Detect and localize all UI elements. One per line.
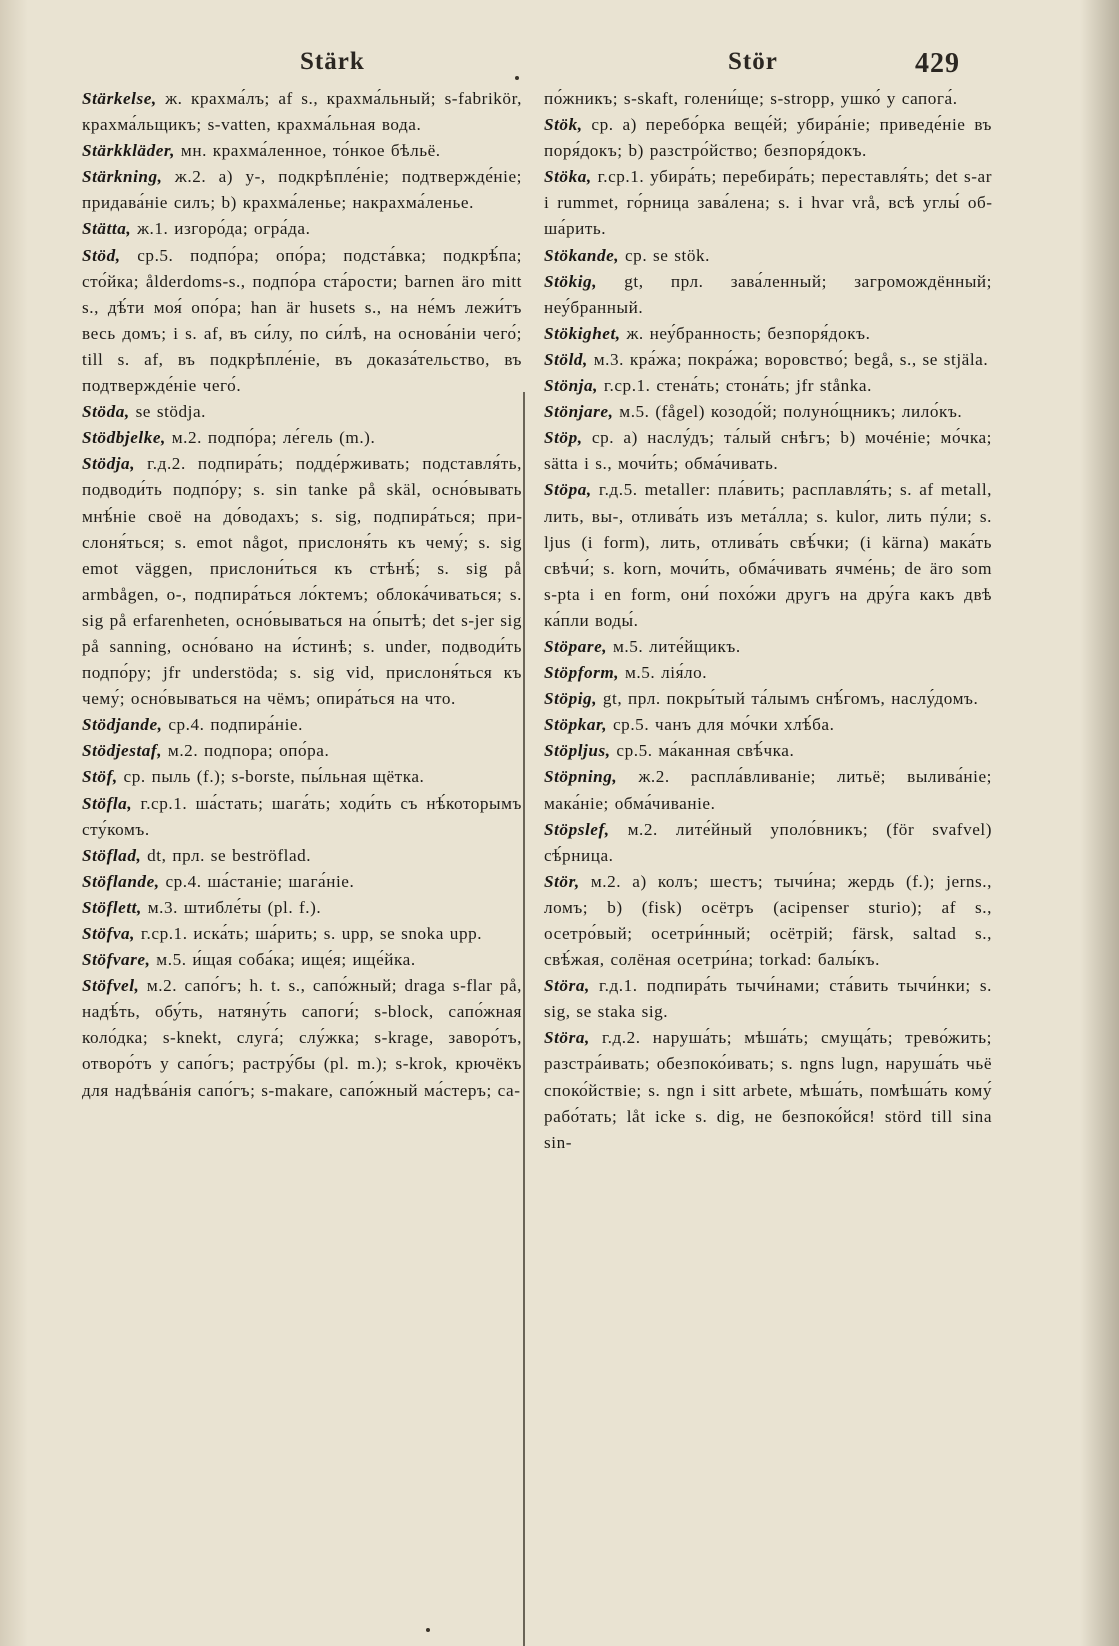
- entry-headword: Stöfla,: [82, 793, 133, 813]
- entry-definition: ж. неу́бранность; безпоря́докъ.: [620, 323, 871, 343]
- entry-headword: Stärkelse,: [82, 89, 157, 108]
- entry-definition: ср.5. ма́канная свѣ́чка.: [610, 741, 795, 761]
- entry-headword: Stöpform,: [544, 663, 620, 683]
- entry-definition: г.д.2. наруша́ть; мѣша́ть; смуща́ть; трево́жить; разстра́ивать; обезпоко́ивать; s. ngns lugn, наруша́ть чьё споко́йствіе; s. ngn i sitt arbete, мѣша́ть, помѣша́ть кому́ рабо́тать; låt icke s. dig, не безпоко́йся! störd till sina sin-: [544, 1028, 992, 1152]
- entry-headword: Stöpare,: [544, 636, 608, 656]
- entry-definition: м.5. лите́йщикъ.: [607, 636, 741, 656]
- entry-definition: м.5. (fågel) козодо́й; полуно́щникъ; лило́къ.: [613, 402, 963, 422]
- entry-headword: Stödbjelke,: [82, 428, 166, 448]
- dictionary-entry: [82, 791, 522, 843]
- entry-definition: м.2. подпора; опо́ра.: [162, 741, 330, 761]
- left-column: [82, 86, 522, 1104]
- entry-headword: Stör,: [544, 871, 580, 891]
- dictionary-entry: [544, 817, 992, 869]
- print-speck: [515, 76, 519, 80]
- entry-definition: se stödja.: [129, 402, 207, 422]
- dictionary-entry: [544, 243, 992, 269]
- dictionary-entry: [82, 869, 522, 895]
- entry-definition: ж.2. распла́вливаніе; литьё; вылива́ніе; мака́ніе; обма́чиваніе.: [544, 767, 992, 813]
- entry-definition: dt, прл. se beströflad.: [141, 845, 312, 865]
- entry-definition: м.5. лія́ло.: [619, 663, 708, 683]
- dictionary-entry: [544, 712, 992, 738]
- entry-definition: г.д.1. подпира́ть тычи́нами; ста́вить тычи́нки; s. sig, se staka sig.: [544, 976, 992, 1022]
- entry-headword: Stödjestaf,: [82, 741, 163, 761]
- entry-headword: Stöpa,: [544, 480, 592, 500]
- entry-headword: Stökande,: [544, 245, 620, 265]
- dictionary-entry: [544, 425, 992, 477]
- entry-definition: ср. а) наслу́дъ; та́лый снѣгъ; b) мочéніе; мо́чка; sätta i s., мочи́ть; обма́чивать.: [544, 428, 992, 474]
- entry-definition: м.2. а) колъ; шестъ; тычи́на; жердь (f.); jerns., ломъ; b) (fisk) осётръ (аcipenser sturio); af s., осетро́вый; осетри́нный; осётрій; färsk, saltad s., свѣ́жая, солёная осетри́на; torkad: балы́къ.: [544, 871, 992, 970]
- entry-definition: м.2. сапо́гъ; h. t. s., сапо́жный; draga s-flar på, надѣ́ть, обу́ть, натяну́ть сапоги́; s-block, сапо́жная коло́дка; s-knekt, слуга́; слу́жка; s-krage, заворо́тъ, отворо́тъ у сапо́гъ; растру́бы (pl. m.); s-krok, крючёкъ для надѣва́нія сапо́гъ; s-makare, сапо́жный ма́стеръ; са-: [82, 976, 522, 1100]
- dictionary-entry: [544, 164, 992, 242]
- dictionary-entry: [82, 921, 522, 947]
- entry-definition: г.ср.1. стена́ть; стона́ть; jfr stånka.: [598, 376, 872, 396]
- dictionary-entry: [544, 347, 992, 373]
- dictionary-entry: [544, 738, 992, 764]
- entry-headword: Stöpljus,: [544, 741, 611, 761]
- entry-definition: ср.5. чанъ для мо́чки хлѣ́ба.: [607, 715, 835, 735]
- dictionary-entry: [544, 373, 992, 399]
- entry-headword: Stöfva,: [82, 924, 136, 943]
- print-speck: [426, 1628, 430, 1632]
- entry-definition: ж. крахма́лъ; af s., крахма́льный; s-fabrikör, крахма́льщикъ; s-vatten, крахма́льная вода.: [82, 89, 522, 135]
- entry-headword: Stöld,: [544, 349, 588, 369]
- entry-definition: г.д.2. подпира́ть; подде́рживать; подставля́ть, подводи́ть подпо́ру; s. sin tanke på skäl, осно́вывать мнѣ́ніе своё на до́водахъ; s. sig, подпира́ться; прислоня́ться; s. emot något, прислоня́ть къ чему́; s. sig emot väggen, прислони́ться къ стѣнѣ́; s. sig på armbågen, о-, подпира́ться ло́ктемъ; облока́чиваться; s. sig på erfarenheten, осно́вываться на о́пытѣ; det s-jer sig på sanning, осно́вано на и́стинѣ; s. under, подводи́ть подпо́ру; jfr understöda; s. sig vid, прислоня́ться къ чему́; осно́вываться на чёмъ; опира́ться на что.: [82, 454, 522, 709]
- entry-headword: Stöf,: [82, 767, 118, 787]
- entry-headword: Stönjare,: [544, 402, 614, 422]
- entry-headword: Stöda,: [82, 402, 130, 422]
- dictionary-entry: [82, 243, 522, 400]
- dictionary-entry: [544, 686, 992, 712]
- dictionary-entry: [544, 399, 992, 425]
- dictionary-entry: [544, 477, 992, 634]
- entry-definition: ж.1. изгоро́да; огра́да.: [131, 219, 311, 239]
- entry-definition: по́жникъ; s-skaft, голени́ще; s-stropp, ушко́ у сапога́.: [544, 89, 958, 108]
- entry-definition: м.2. подпо́ра; ле́гель (m.).: [165, 428, 376, 448]
- dictionary-entry: [544, 321, 992, 347]
- entry-headword: Stöpslef,: [544, 819, 610, 839]
- entry-headword: Stöka,: [544, 167, 592, 187]
- dictionary-entry: [82, 164, 522, 216]
- entry-definition: г.ср.1. иска́ть; ша́рить; s. upp, se snoka upp.: [135, 924, 483, 943]
- dictionary-entry: [82, 216, 522, 242]
- dictionary-entry: [82, 738, 522, 764]
- entry-headword: Stärkkläder,: [82, 141, 176, 161]
- entry-definition: ср. а) перебо́рка веще́й; убира́ніе; приведе́ніе въ поря́докъ; b) разстро́йство; безпоря́докъ.: [544, 115, 992, 161]
- entry-definition: ср.4. подпира́ніе.: [162, 715, 303, 735]
- entry-headword: Stöd,: [82, 245, 121, 265]
- dictionary-entry: [544, 973, 992, 1025]
- entry-headword: Stödja,: [82, 454, 136, 474]
- entry-definition: ср.5. подпо́ра; опо́ра; подста́вка; подкрѣ́па; сто́йка; ålderdoms-s., подпо́ра ста́рости; barnen äro mitt s., дѣ́ти моя́ опо́ра; han är husets s., на не́мъ лежи́тъ весь домъ; i s. af, въ си́лу, по си́лѣ, на основа́ніи чего́; till s. af, въ подкрѣпле́ніе, въ доказа́тельство, въ подтвержде́ніе чего́.: [82, 245, 522, 396]
- entry-headword: Stöflad,: [82, 845, 142, 865]
- dictionary-entry: [544, 660, 992, 686]
- dictionary-entry: [544, 869, 992, 973]
- dictionary-entry: [544, 764, 992, 816]
- dictionary-entry: [82, 425, 522, 451]
- entry-headword: Stöfvel,: [82, 976, 140, 996]
- entry-headword: Stärkning,: [82, 167, 163, 187]
- dictionary-entry: [544, 634, 992, 660]
- dictionary-entry: [82, 399, 522, 425]
- entry-headword: Stöpig,: [544, 689, 598, 709]
- dictionary-entry: [82, 712, 522, 738]
- entry-definition: м.3. штибле́ты (pl. f.).: [141, 897, 322, 917]
- entry-headword: Stökighet,: [544, 323, 621, 343]
- entry-headword: Stök,: [544, 115, 583, 135]
- dictionary-entry: [82, 947, 522, 973]
- entry-definition: м.3. кра́жа; покра́жа; воровство́; begå, s., se stjäla.: [587, 349, 989, 369]
- entry-definition: г.ср.1. убира́ть; перебира́ть; переставля́ть; det s-ar i rummet, го́рница зава́лена; s. i hvar vrå, всѣ углы́ обша́рить.: [544, 167, 992, 239]
- entry-definition: г.ср.1. ша́стать; шага́ть; ходи́ть съ нѣ́которымъ сту́комъ.: [82, 793, 522, 839]
- right-column: [544, 86, 992, 1156]
- entry-definition: м.5. и́щая соба́ка; ище́я; ище́йка.: [150, 950, 416, 970]
- entry-headword: Stöfvare,: [82, 950, 151, 970]
- entry-headword: Stönja,: [544, 376, 599, 396]
- dictionary-entry: [82, 764, 522, 790]
- dictionary-entry: [82, 451, 522, 712]
- entry-headword: Stöp,: [544, 428, 583, 448]
- entry-headword: Störa,: [544, 976, 590, 996]
- running-head-left: Stärk: [300, 48, 365, 75]
- dictionary-entry: [82, 973, 522, 1103]
- entry-headword: Stöflande,: [82, 871, 160, 891]
- entry-definition: ср. se stök.: [619, 245, 710, 265]
- dictionary-entry: [82, 843, 522, 869]
- column-divider: [523, 392, 525, 1646]
- entry-definition: ж.2. а) у-, подкрѣпле́ніе; подтвержде́ніе; придава́ніе силъ; b) крахма́ленье; накрахма́ленье.: [82, 167, 522, 213]
- entry-definition: gt, прл. зава́ленный; загромождённый; неу́бранный.: [544, 271, 992, 317]
- page-number: 429: [915, 48, 960, 79]
- entry-headword: Stökig,: [544, 271, 598, 291]
- dictionary-entry: [82, 138, 522, 164]
- entry-headword: Stätta,: [82, 219, 132, 239]
- dictionary-entry: [544, 269, 992, 321]
- dictionary-entry: [544, 86, 992, 112]
- entry-headword: Stöpning,: [544, 767, 618, 787]
- entry-definition: gt, прл. покры́тый та́лымъ снѣ́гомъ, наслу́домъ.: [597, 689, 979, 709]
- dictionary-entry: [82, 86, 522, 138]
- entry-headword: Störa,: [544, 1028, 590, 1048]
- entry-definition: г.д.5. metaller: пла́вить; расплавля́ть; s. af metall, лить, вы-, отлива́ть изъ мета́лла; s. kulor, лить пу́ли; s. ljus (i form), лить, отлива́ть свѣ́чки; (i kärna) мака́ть свѣчи́; s. korn, мочи́ть, обма́чивать ячме́нь; de äro som s-pta i en form, они́ похо́жи другъ на дру́га какъ двѣ ка́пли воды́.: [544, 480, 992, 630]
- entry-definition: м.2. лите́йный уполо́вникъ; (för svafvel) сѣ́рница.: [544, 819, 992, 865]
- entry-definition: мн. крахма́ленное, то́нкое бѣльё.: [175, 141, 441, 161]
- entry-headword: Stöflett,: [82, 897, 142, 917]
- running-head-right: Stör: [728, 48, 778, 75]
- entry-headword: Stöpkar,: [544, 715, 608, 735]
- dictionary-entry: [544, 1025, 992, 1155]
- entry-definition: ср.4. ша́станіе; шага́ніе.: [159, 871, 355, 891]
- entry-definition: ср. пыль (f.); s-borste, пы́льная щётка.: [117, 767, 425, 787]
- dictionary-entry: [82, 895, 522, 921]
- entry-headword: Stödjande,: [82, 715, 163, 735]
- dictionary-entry: [544, 112, 992, 164]
